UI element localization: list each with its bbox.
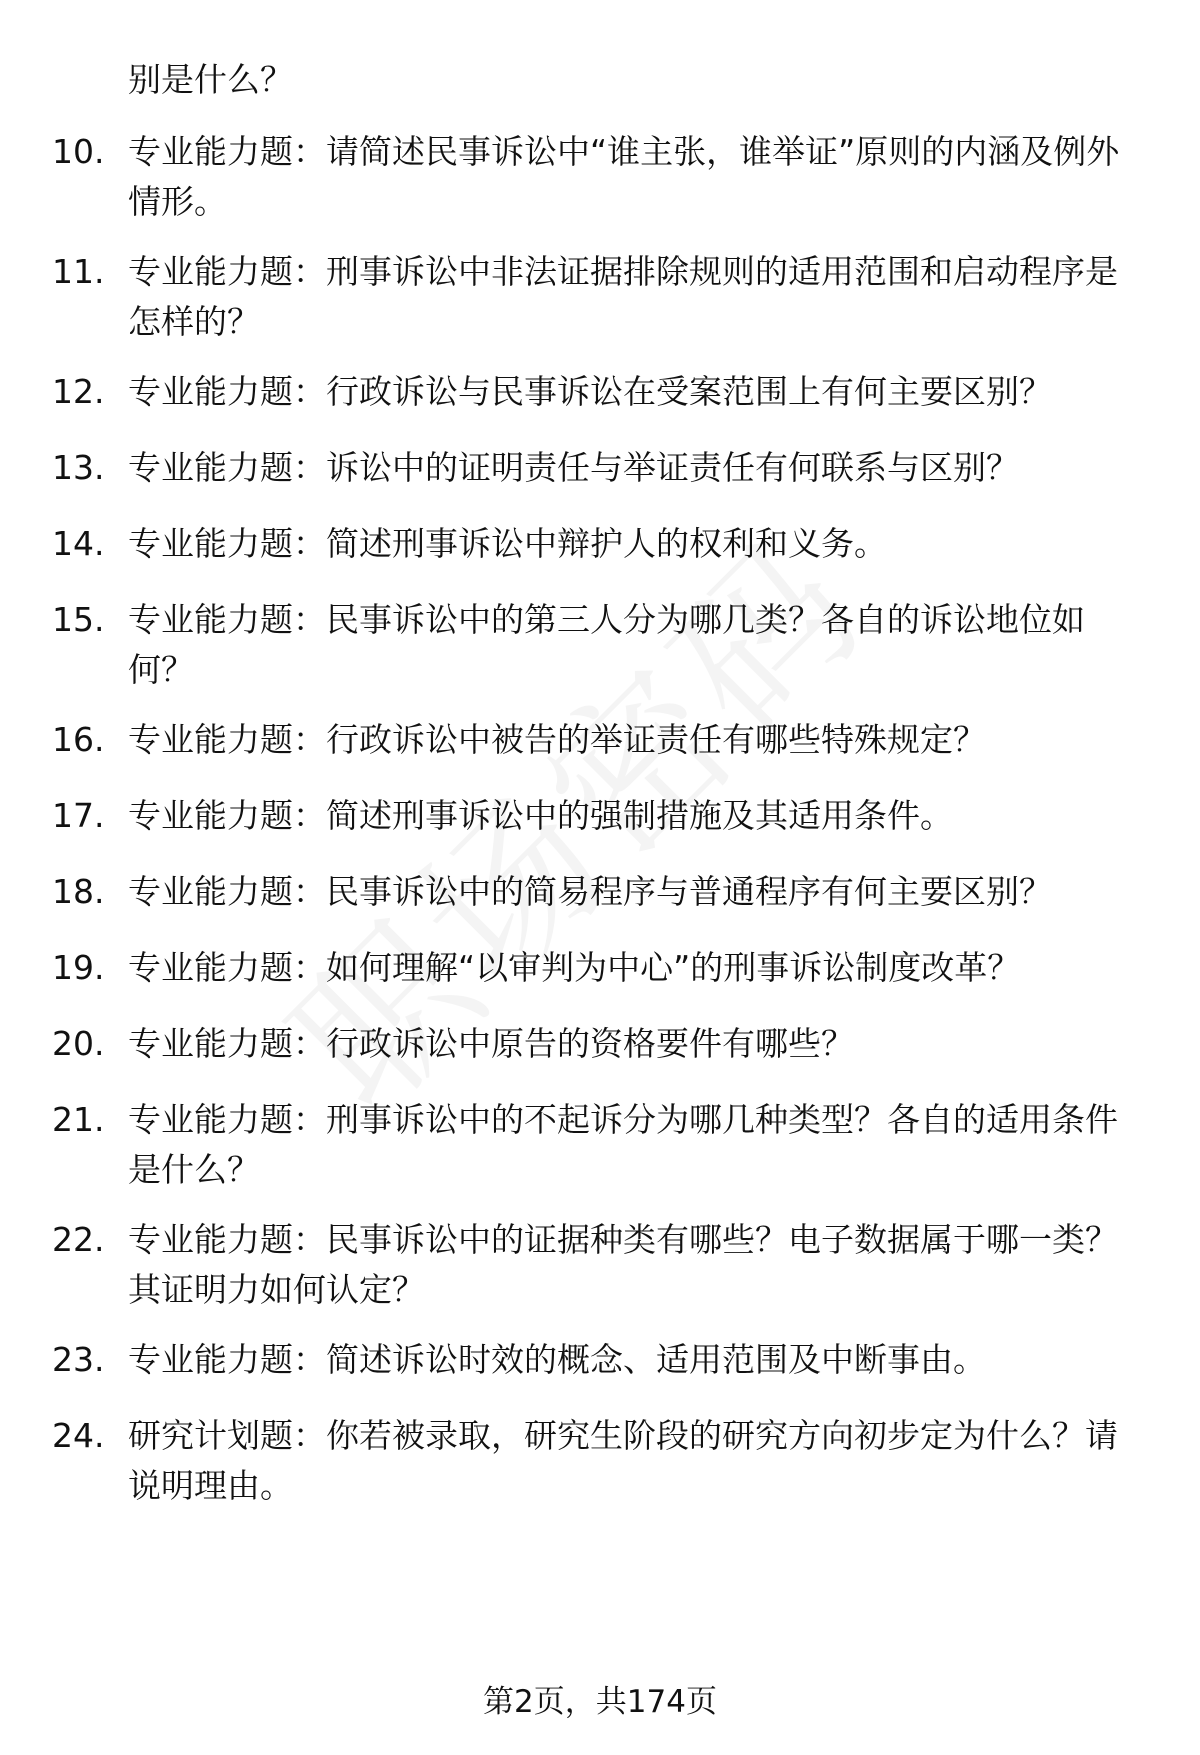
question-number: 18. xyxy=(52,872,105,911)
question-item xyxy=(52,1019,1162,1069)
continuation-text: 别是什么？ xyxy=(128,60,293,99)
question-item xyxy=(52,1411,1162,1511)
question-item xyxy=(52,943,1162,993)
question-item xyxy=(52,247,1162,347)
question-item xyxy=(52,595,1162,695)
question-text: 研究计划题：你若被录取，研究生阶段的研究方向初步定为什么？请说明理由。 xyxy=(128,1416,1118,1505)
question-text: 专业能力题：请简述民事诉讼中“谁主张，谁举证”原则的内涵及例外情形。 xyxy=(128,132,1120,221)
question-item xyxy=(52,443,1162,493)
question-number: 20. xyxy=(52,1024,105,1063)
question-item xyxy=(52,1215,1162,1315)
question-text: 专业能力题：简述刑事诉讼中的强制措施及其适用条件。 xyxy=(128,796,953,835)
question-text: 专业能力题：简述诉讼时效的概念、适用范围及中断事由。 xyxy=(128,1340,986,1379)
question-text: 专业能力题：行政诉讼中原告的资格要件有哪些？ xyxy=(128,1024,854,1063)
question-item xyxy=(52,1095,1162,1195)
page-footer: 第2页，共174页 xyxy=(483,1684,717,1720)
question-item xyxy=(52,715,1162,765)
question-number: 23. xyxy=(52,1340,105,1379)
question-number: 10. xyxy=(52,132,105,171)
question-item xyxy=(52,367,1162,417)
question-number: 14. xyxy=(52,524,105,563)
question-text: 专业能力题：诉讼中的证明责任与举证责任有何联系与区别？ xyxy=(128,448,1019,487)
question-number: 11. xyxy=(52,252,105,291)
question-number: 17. xyxy=(52,796,105,835)
question-number: 24. xyxy=(52,1416,105,1455)
question-number: 22. xyxy=(52,1220,105,1259)
question-number: 15. xyxy=(52,600,105,639)
question-text: 专业能力题：民事诉讼中的第三人分为哪几类？各自的诉讼地位如何？ xyxy=(128,600,1085,689)
question-item xyxy=(52,1335,1162,1385)
question-item xyxy=(52,519,1162,569)
question-text: 专业能力题：民事诉讼中的证据种类有哪些？电子数据属于哪一类？其证明力如何认定？ xyxy=(128,1220,1118,1309)
question-text: 专业能力题：刑事诉讼中非法证据排除规则的适用范围和启动程序是怎样的？ xyxy=(128,252,1118,341)
question-item xyxy=(52,791,1162,841)
question-item xyxy=(52,127,1162,227)
question-text: 专业能力题：简述刑事诉讼中辩护人的权利和义务。 xyxy=(128,524,887,563)
question-text: 专业能力题：行政诉讼与民事诉讼在受案范围上有何主要区别？ xyxy=(128,372,1052,411)
question-text: 专业能力题：行政诉讼中被告的举证责任有哪些特殊规定？ xyxy=(128,720,986,759)
question-number: 21. xyxy=(52,1100,105,1139)
question-text: 专业能力题：如何理解“以审判为中心”的刑事诉讼制度改革？ xyxy=(128,948,1021,987)
question-number: 19. xyxy=(52,948,105,987)
question-text: 专业能力题：民事诉讼中的简易程序与普通程序有何主要区别？ xyxy=(128,872,1052,911)
question-number: 12. xyxy=(52,372,105,411)
question-text: 专业能力题：刑事诉讼中的不起诉分为哪几种类型？各自的适用条件是什么？ xyxy=(128,1100,1118,1189)
question-number: 13. xyxy=(52,448,105,487)
question-item xyxy=(52,867,1162,917)
question-number: 16. xyxy=(52,720,105,759)
